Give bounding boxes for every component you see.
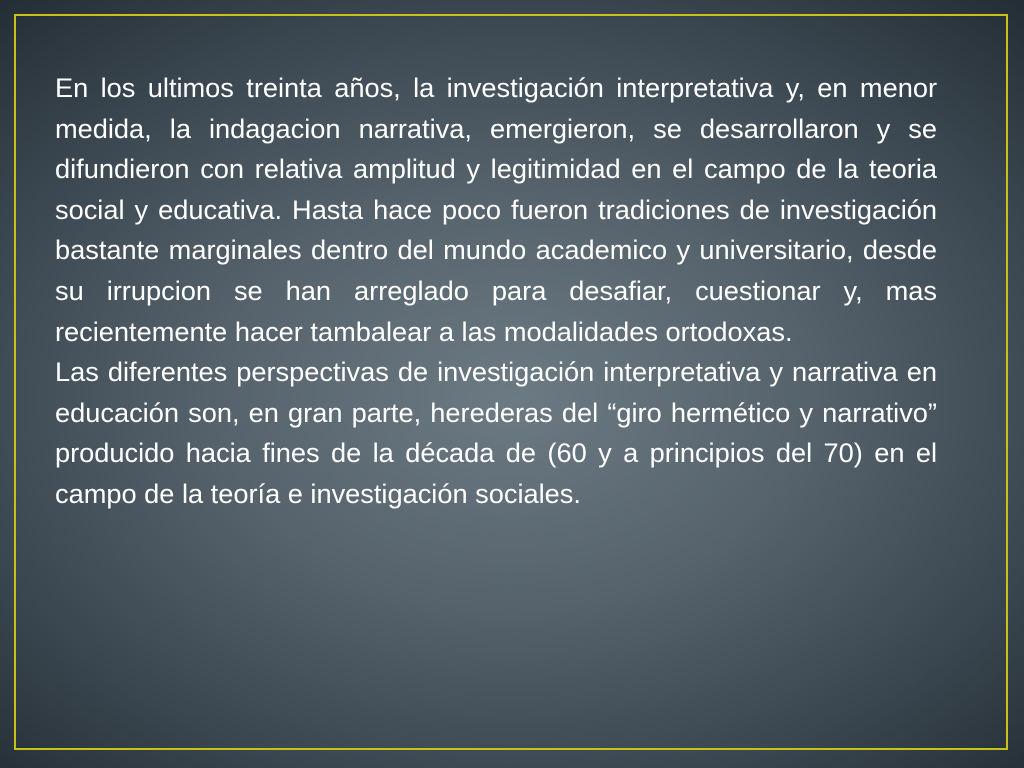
slide-body-text (55, 68, 937, 515)
paragraph-2: Las diferentes perspectivas de investigación interpretativa y narrativa en educación son, en gran parte, herederas del “giro hermético y narrativo” producido hacia fines de la década de (60 y a principios del 70) en el campo de la teoría e investigación sociales. (55, 356, 937, 509)
paragraph-1: En los ultimos treinta años, la investigación interpretativa y, en menor medida, la indagacion narrativa, emergieron, se desarrollaron y se difundieron con relativa amplitud y legitimidad en el campo de la teoria social y educativa. Hasta hace poco fueron tradiciones de investigación bastante marginales dentro del mundo academico y universitario, desde su irrupcion se han arreglado para desafiar, cuestionar y, mas recientemente hacer tambalear a las modalidades ortodoxas. (55, 72, 937, 347)
